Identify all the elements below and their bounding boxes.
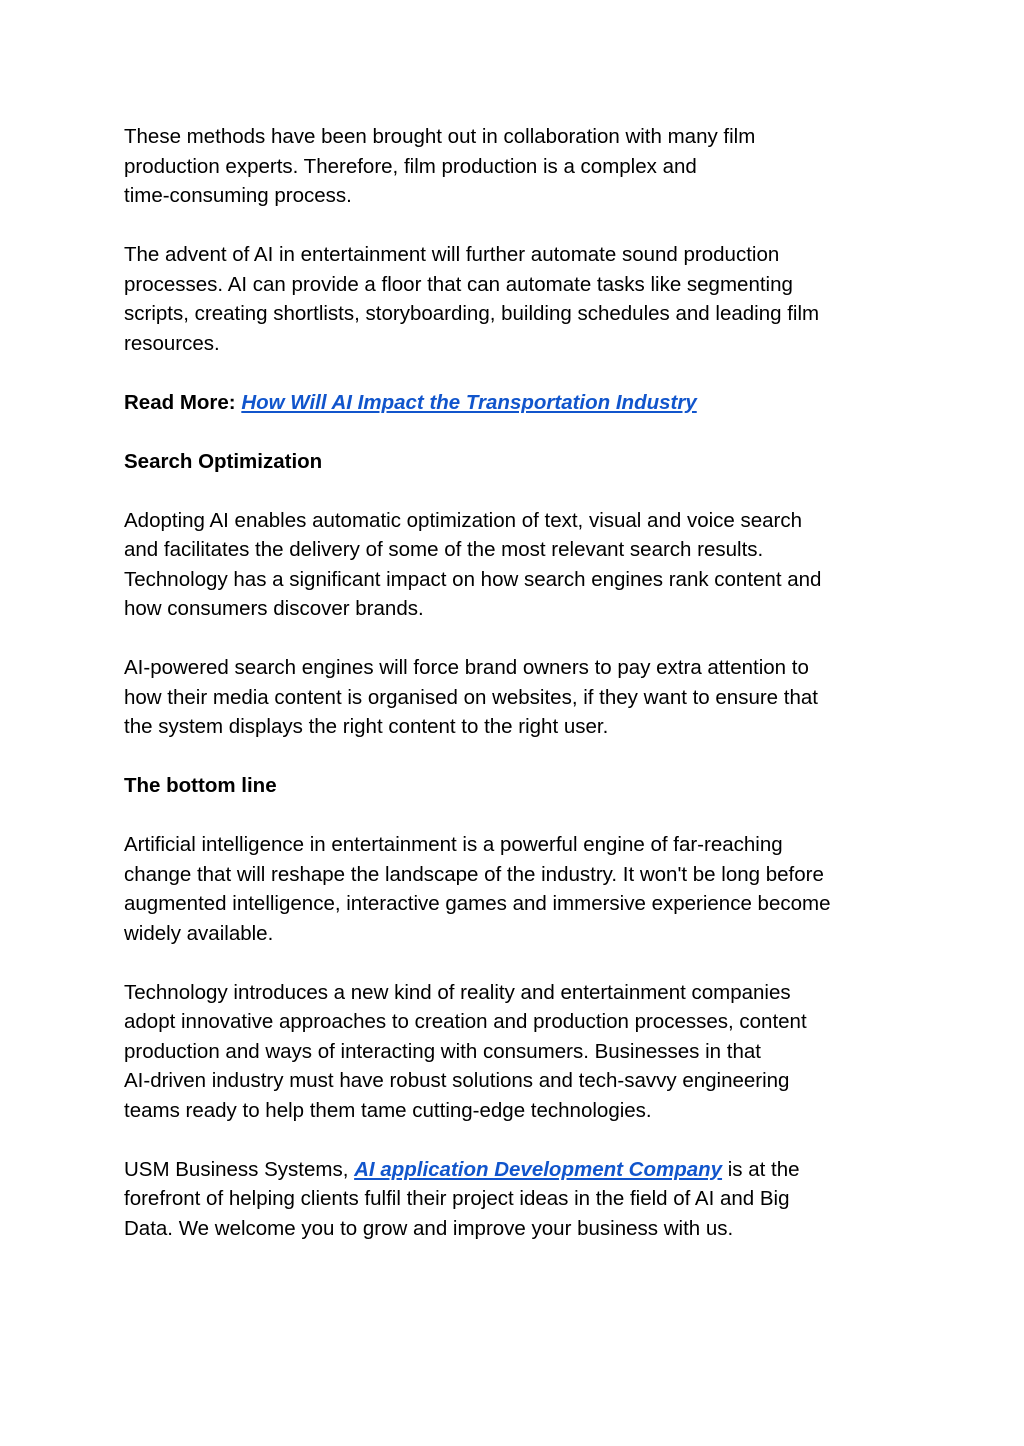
text-line: Artificial intelligence in entertainment is a powerful engine of far-reaching	[124, 833, 783, 856]
paragraph-ai-engine	[124, 830, 904, 948]
document-page	[124, 122, 904, 1273]
text-line: augmented intelligence, interactive games and immersive experience become	[124, 892, 831, 915]
text-line	[124, 1155, 904, 1185]
read-more-link[interactable]: How Will AI Impact the Transportation Industry	[241, 390, 697, 414]
text-line: how consumers discover brands.	[124, 597, 424, 620]
paragraph-film-production	[124, 122, 904, 211]
heading-search-optimization: Search Optimization	[124, 449, 323, 473]
text-line: Data. We welcome you to grow and improve your business with us.	[124, 1216, 734, 1240]
usm-suffix: is at the	[722, 1157, 800, 1181]
paragraph-new-reality	[124, 978, 904, 1126]
read-more-label: Read More:	[124, 390, 242, 414]
heading-bottom-line: The bottom line	[124, 774, 277, 797]
text-line: Adopting AI enables automatic optimization of text, visual and voice search	[124, 508, 803, 532]
text-line: scripts, creating shortlists, storyboarding, building schedules and leading film	[124, 302, 820, 325]
text-line: These methods have been brought out in collaboration with many film	[124, 125, 756, 148]
text-line: production experts. Therefore, film production is a complex and	[124, 154, 697, 178]
text-line: widely available.	[124, 921, 274, 945]
text-line: AI-powered search engines will force brand owners to pay extra attention to	[124, 656, 809, 679]
read-more-line	[124, 388, 904, 418]
text-line: resources.	[124, 331, 220, 355]
text-line: teams ready to help them tame cutting-edge technologies.	[124, 1098, 652, 1122]
paragraph-usm-business	[124, 1155, 904, 1244]
text-line: production and ways of interacting with consumers. Businesses in that	[124, 1039, 761, 1063]
text-line: forefront of helping clients fulfil their project ideas in the field of AI and Big	[124, 1187, 790, 1210]
paragraph-search-engines	[124, 653, 904, 742]
text-line: processes. AI can provide a floor that can automate tasks like segmenting	[124, 272, 793, 296]
paragraph-ai-advent	[124, 240, 904, 358]
text-line: Technology has a significant impact on how search engines rank content and	[124, 567, 822, 591]
text-line: time-consuming process.	[124, 184, 352, 207]
text-line: adopt innovative approaches to creation and production processes, content	[124, 1010, 807, 1033]
usm-prefix: USM Business Systems,	[124, 1157, 355, 1181]
text-line: how their media content is organised on websites, if they want to ensure that	[124, 685, 818, 709]
text-line: the system displays the right content to the right user.	[124, 715, 609, 738]
text-line: The advent of AI in entertainment will further automate sound production	[124, 243, 780, 266]
text-line: change that will reshape the landscape of the industry. It won't be long before	[124, 862, 824, 886]
paragraph-search-adoption	[124, 506, 904, 624]
ai-app-dev-company-link[interactable]: AI application Development Company	[354, 1157, 723, 1181]
text-line: and facilitates the delivery of some of the most relevant search results.	[124, 538, 764, 561]
text-line: AI-driven industry must have robust solutions and tech-savvy engineering	[124, 1069, 790, 1092]
text-line: Technology introduces a new kind of reality and entertainment companies	[124, 980, 791, 1004]
